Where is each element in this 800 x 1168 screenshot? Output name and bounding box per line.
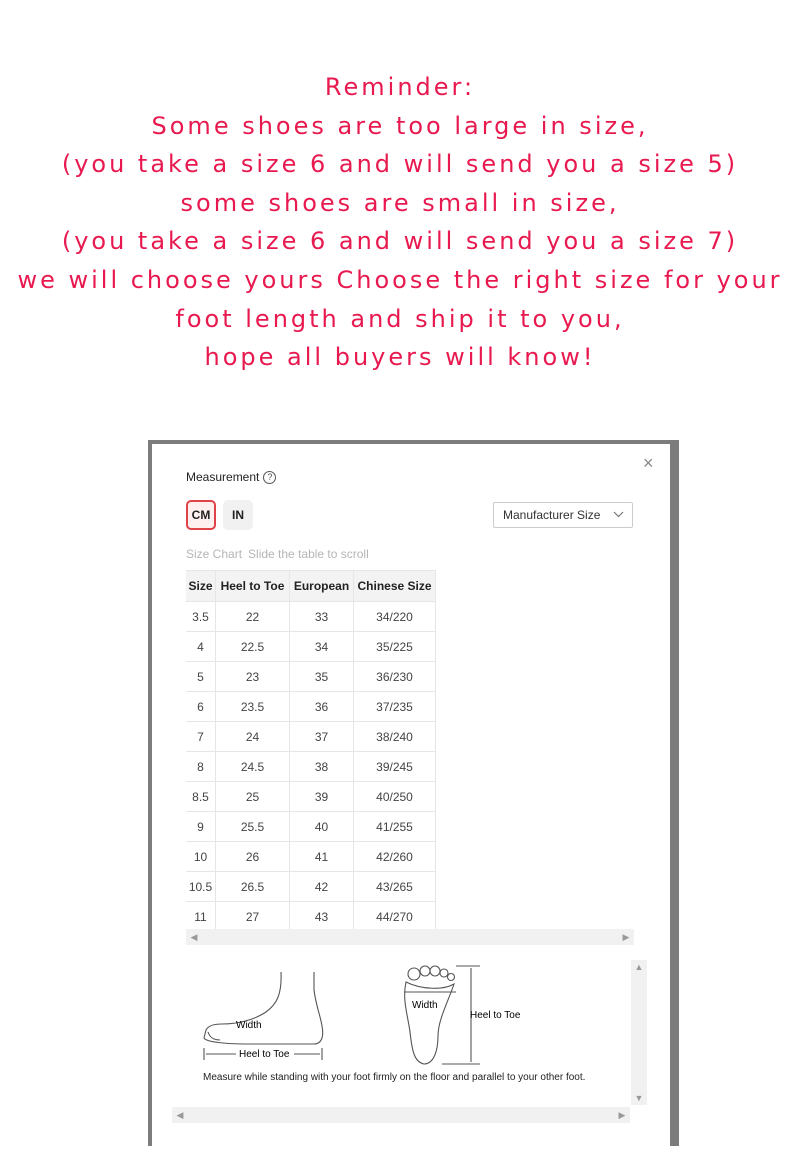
reminder-line: foot length and ship it to you,	[175, 304, 625, 333]
cell-chinese-size: 36/230	[354, 662, 436, 692]
foot-measure-diagram	[186, 960, 631, 1070]
unit-cm-button[interactable]: CM	[186, 500, 216, 530]
measure-caption: Measure while standing with your foot firmly on the floor and parallel to your other foot.	[203, 1072, 586, 1083]
table-row	[186, 902, 436, 932]
top-width-label: Width	[412, 1000, 438, 1011]
header-heel-to-toe: Heel to Toe	[216, 571, 290, 602]
table-row	[186, 812, 436, 842]
cell-chinese-size: 40/250	[354, 782, 436, 812]
side-width-label: Width	[236, 1020, 262, 1031]
measurement-title	[186, 470, 276, 484]
cell-heel-to-toe: 25.5	[216, 812, 290, 842]
cell-european: 38	[290, 752, 354, 782]
table-row	[186, 662, 436, 692]
measurement-guide	[186, 960, 631, 1107]
reminder-line: some shoes are small in size,	[180, 188, 620, 217]
reminder-line: Some shoes are too large in size,	[151, 111, 649, 140]
header-size: Size	[186, 571, 216, 602]
cell-european: 41	[290, 842, 354, 872]
guide-vertical-scrollbar[interactable]	[631, 960, 647, 1105]
size-chart-label: Size Chart	[186, 547, 243, 561]
scroll-right-icon[interactable]: ▶	[618, 1110, 626, 1120]
cell-european: 43	[290, 902, 354, 932]
reminder-line: hope all buyers will know!	[204, 343, 596, 372]
cell-size: 6	[186, 692, 216, 722]
cell-size: 9	[186, 812, 216, 842]
cell-heel-to-toe: 22	[216, 602, 290, 632]
scroll-down-icon[interactable]: ▼	[634, 1093, 644, 1103]
cell-chinese-size: 44/270	[354, 902, 436, 932]
scroll-left-icon[interactable]: ◀	[190, 932, 198, 942]
cell-heel-to-toe: 24	[216, 722, 290, 752]
header-chinese-size: Chinese Size	[354, 571, 436, 602]
top-length-label: Heel to Toe	[470, 1010, 521, 1021]
cell-heel-to-toe: 23.5	[216, 692, 290, 722]
cell-size: 7	[186, 722, 216, 752]
cell-heel-to-toe: 22.5	[216, 632, 290, 662]
top-foot-illustration	[404, 966, 480, 1064]
cell-chinese-size: 42/260	[354, 842, 436, 872]
cell-european: 34	[290, 632, 354, 662]
table-row	[186, 872, 436, 902]
cell-heel-to-toe: 27	[216, 902, 290, 932]
cell-heel-to-toe: 23	[216, 662, 290, 692]
table-row	[186, 692, 436, 722]
table-row	[186, 722, 436, 752]
cell-european: 42	[290, 872, 354, 902]
side-length-label: Heel to Toe	[239, 1049, 290, 1060]
reminder-line: Reminder:	[324, 73, 476, 101]
cell-chinese-size: 37/235	[354, 692, 436, 722]
cell-european: 40	[290, 812, 354, 842]
table-row	[186, 602, 436, 632]
measurement-label: Measurement	[186, 470, 260, 484]
table-body	[186, 602, 436, 932]
cell-chinese-size: 41/255	[354, 812, 436, 842]
scroll-right-icon[interactable]: ▶	[622, 932, 630, 942]
header-european: European	[290, 571, 354, 602]
cell-heel-to-toe: 26.5	[216, 872, 290, 902]
size-type-value: Manufacturer Size	[503, 508, 601, 522]
table-row	[186, 842, 436, 872]
size-table	[186, 570, 436, 932]
cell-size: 5	[186, 662, 216, 692]
guide-horizontal-scrollbar[interactable]	[172, 1107, 630, 1123]
cell-heel-to-toe: 26	[216, 842, 290, 872]
reminder-line: (you take a size 6 and will send you a size 7)	[61, 227, 739, 256]
cell-european: 39	[290, 782, 354, 812]
help-icon[interactable]: ?	[263, 471, 276, 484]
chevron-down-icon	[613, 503, 624, 536]
cell-european: 35	[290, 662, 354, 692]
table-horizontal-scrollbar[interactable]	[186, 929, 634, 945]
scroll-hint: Slide the table to scroll	[248, 547, 369, 561]
cell-size: 4	[186, 632, 216, 662]
cell-size: 8.5	[186, 782, 216, 812]
cell-european: 33	[290, 602, 354, 632]
reminder-text	[0, 68, 800, 377]
cell-european: 36	[290, 692, 354, 722]
cell-heel-to-toe: 25	[216, 782, 290, 812]
cell-heel-to-toe: 24.5	[216, 752, 290, 782]
table-row	[186, 632, 436, 662]
side-foot-illustration	[204, 972, 323, 1060]
unit-in-button[interactable]: IN	[223, 500, 253, 530]
cell-size: 3.5	[186, 602, 216, 632]
table-header-row	[186, 571, 436, 602]
cell-chinese-size: 38/240	[354, 722, 436, 752]
close-icon[interactable]: ×	[643, 453, 654, 473]
table-row	[186, 782, 436, 812]
cell-size: 8	[186, 752, 216, 782]
cell-chinese-size: 34/220	[354, 602, 436, 632]
scroll-left-icon[interactable]: ◀	[176, 1110, 184, 1120]
size-chart-hint	[186, 547, 369, 561]
reminder-line: we will choose yours Choose the right size for your	[17, 265, 783, 294]
table-row	[186, 752, 436, 782]
cell-chinese-size: 43/265	[354, 872, 436, 902]
size-chart-modal	[152, 444, 670, 1146]
cell-size: 10	[186, 842, 216, 872]
size-type-select[interactable]	[493, 502, 633, 528]
scroll-up-icon[interactable]: ▲	[634, 962, 644, 972]
cell-chinese-size: 35/225	[354, 632, 436, 662]
cell-chinese-size: 39/245	[354, 752, 436, 782]
cell-european: 37	[290, 722, 354, 752]
cell-size: 10.5	[186, 872, 216, 902]
reminder-line: (you take a size 6 and will send you a size 5)	[61, 150, 739, 179]
cell-size: 11	[186, 902, 216, 932]
